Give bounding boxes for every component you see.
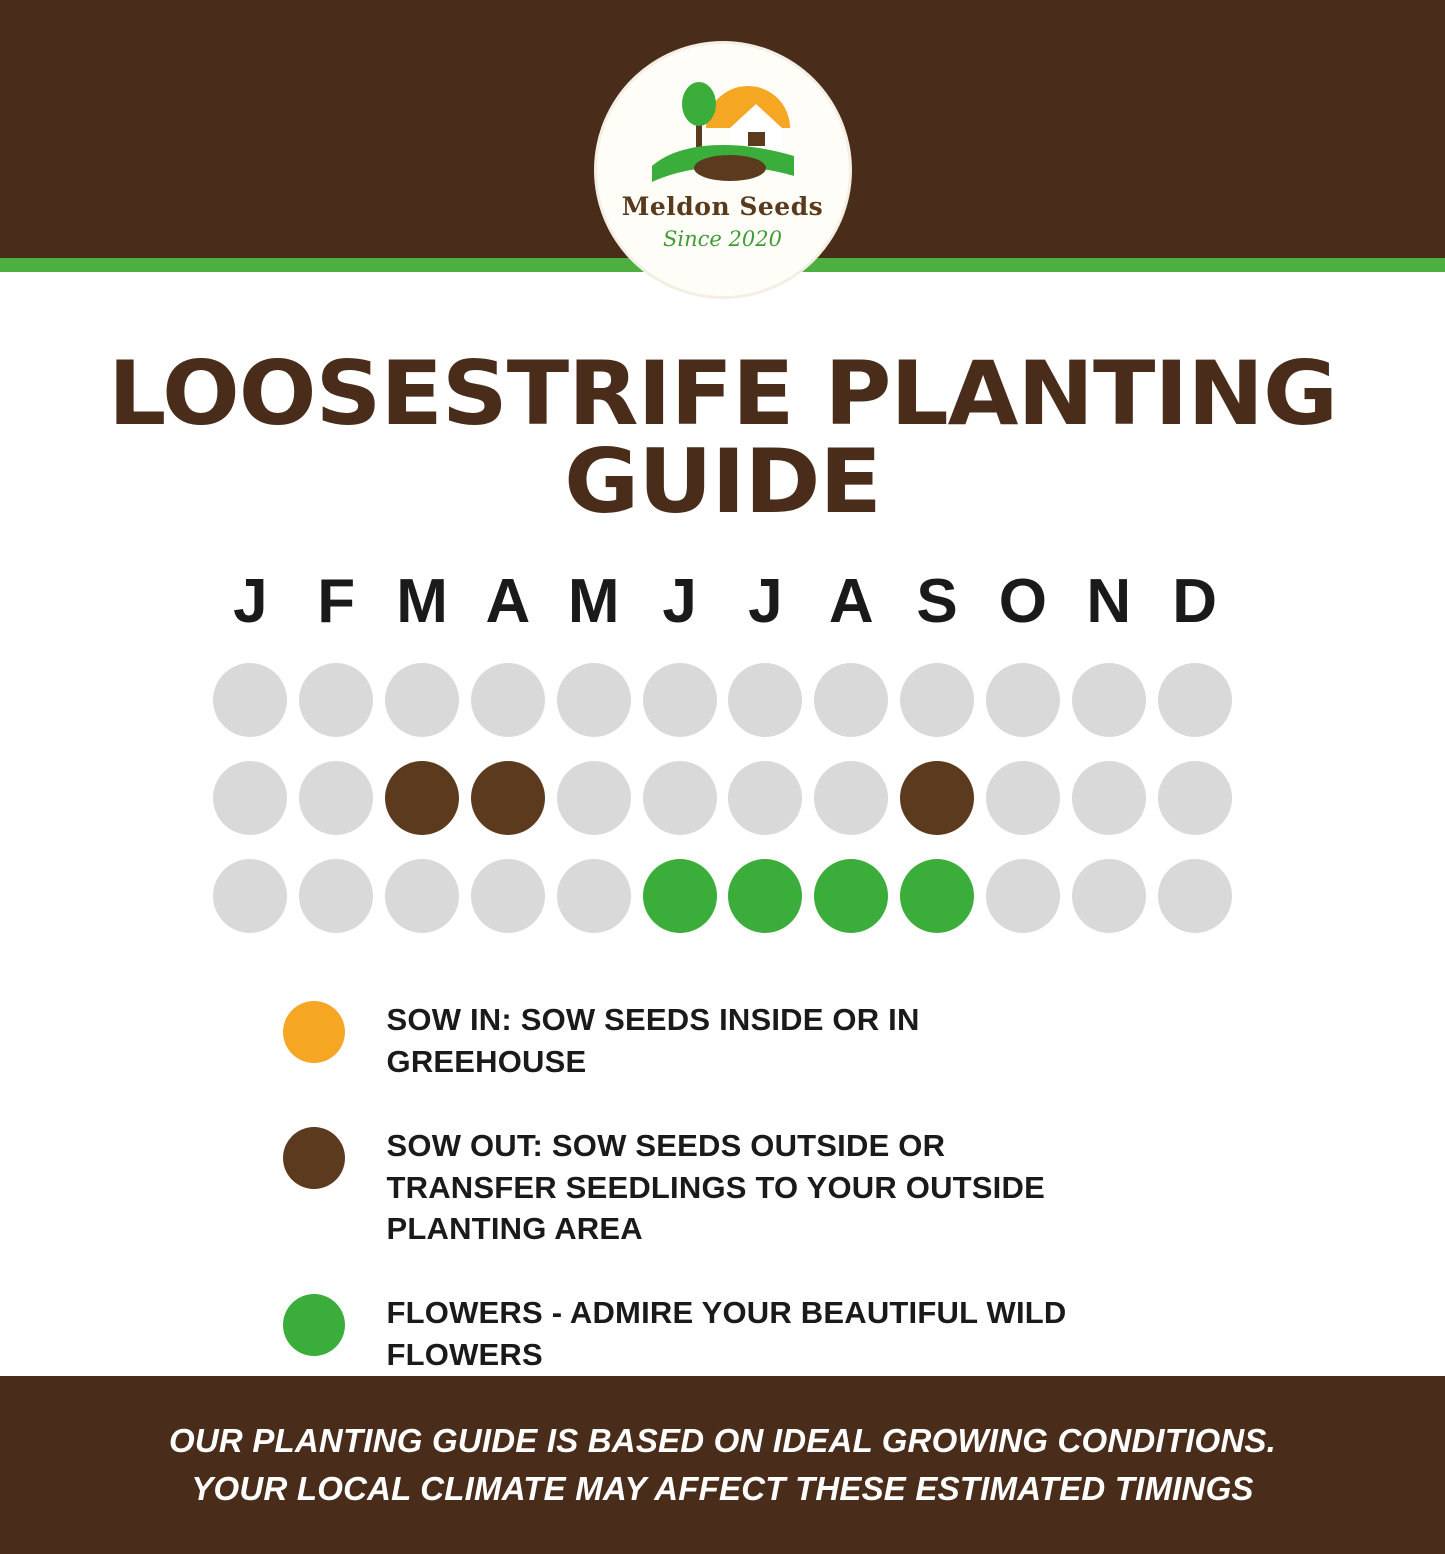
legend-label: FLOWERS - ADMIRE YOUR BEAUTIFUL WILD FLOWERS [386,1295,1067,1373]
calendar-dot-active [643,859,717,933]
calendar-dot-inactive [299,761,373,835]
calendar-dot-inactive [1072,663,1146,737]
calendar-dot-inactive [1158,663,1232,737]
calendar-dot-inactive [986,761,1060,835]
legend-item-sow-in [283,999,1163,1083]
month-label: S [916,567,958,636]
calendar-dot-inactive [471,663,545,737]
main-content [0,272,1445,1376]
calendar-dot-active [728,859,802,933]
calendar-dot-inactive [385,859,459,933]
calendar-dot-inactive [1158,761,1232,835]
planting-calendar-grid [208,663,1238,933]
calendar-dot-inactive [557,663,631,737]
footer-banner [0,1376,1445,1554]
footer-disclaimer [169,1417,1276,1513]
calendar-dot-inactive [1072,859,1146,933]
calendar-dot-active [900,761,974,835]
calendar-dot-inactive [1072,761,1146,835]
calendar-dot-inactive [385,663,459,737]
legend-item-sow-out [283,1125,1163,1251]
legend-swatch-sow-out [283,1127,345,1189]
calendar-dot-active [814,859,888,933]
calendar-dot-inactive [471,859,545,933]
month-label: N [1086,567,1132,636]
legend-item-flowers [283,1292,1163,1376]
calendar-dot-active [900,859,974,933]
calendar-dot-active [385,761,459,835]
calendar-dot-inactive [643,663,717,737]
calendar-dot-inactive [213,663,287,737]
month-label: J [662,567,697,636]
calendar-dot-inactive [728,663,802,737]
month-label: F [317,567,356,636]
footer-line-1: OUR PLANTING GUIDE IS BASED ON IDEAL GROWING CONDITIONS. [169,1422,1276,1460]
calendar-dot-inactive [557,761,631,835]
header-banner [0,0,1445,258]
calendar-dot-inactive [728,761,802,835]
calendar-dot-inactive [299,663,373,737]
calendar-dot-inactive [986,663,1060,737]
legend-label: SOW OUT: SOW SEEDS OUTSIDE OR TRANSFER SEEDLINGS TO YOUR OUTSIDE PLANTING AREA [386,1127,1045,1247]
calendar-dot-inactive [814,761,888,835]
legend-swatch-sow-in [283,1001,345,1063]
month-label: A [485,567,531,636]
legend [283,999,1163,1376]
calendar-dot-active [471,761,545,835]
page-title: LOOSESTRIFE PLANTING GUIDE [107,342,1338,533]
month-label: M [396,567,448,636]
legend-swatch-flowers [283,1294,345,1356]
legend-label: SOW IN: SOW SEEDS INSIDE OR IN GREEHOUSE [386,1002,920,1079]
row-flowers [208,859,1238,933]
row-sow-in [208,663,1238,737]
month-label: J [748,567,783,636]
calendar-dot-inactive [814,663,888,737]
footer-line-2: YOUR LOCAL CLIMATE MAY AFFECT THESE ESTIMATED TIMINGS [191,1469,1254,1507]
brand-since: Since 2020 [663,227,782,251]
brand-name: Meldon Seeds [621,192,824,221]
calendar-dot-inactive [1158,859,1232,933]
month-label: O [998,567,1048,636]
row-sow-out [208,761,1238,835]
calendar-dot-inactive [643,761,717,835]
month-header-row [208,566,1238,637]
calendar-dot-inactive [213,859,287,933]
month-label: A [828,567,874,636]
brand-logo-badge [597,44,849,296]
month-label: M [567,567,620,636]
farm-house-with-tree-icon [644,70,802,188]
month-label: J [233,567,268,636]
calendar-dot-inactive [299,859,373,933]
calendar-dot-inactive [557,859,631,933]
calendar-dot-inactive [213,761,287,835]
calendar-dot-inactive [900,663,974,737]
month-label: D [1172,567,1217,636]
calendar-dot-inactive [986,859,1060,933]
